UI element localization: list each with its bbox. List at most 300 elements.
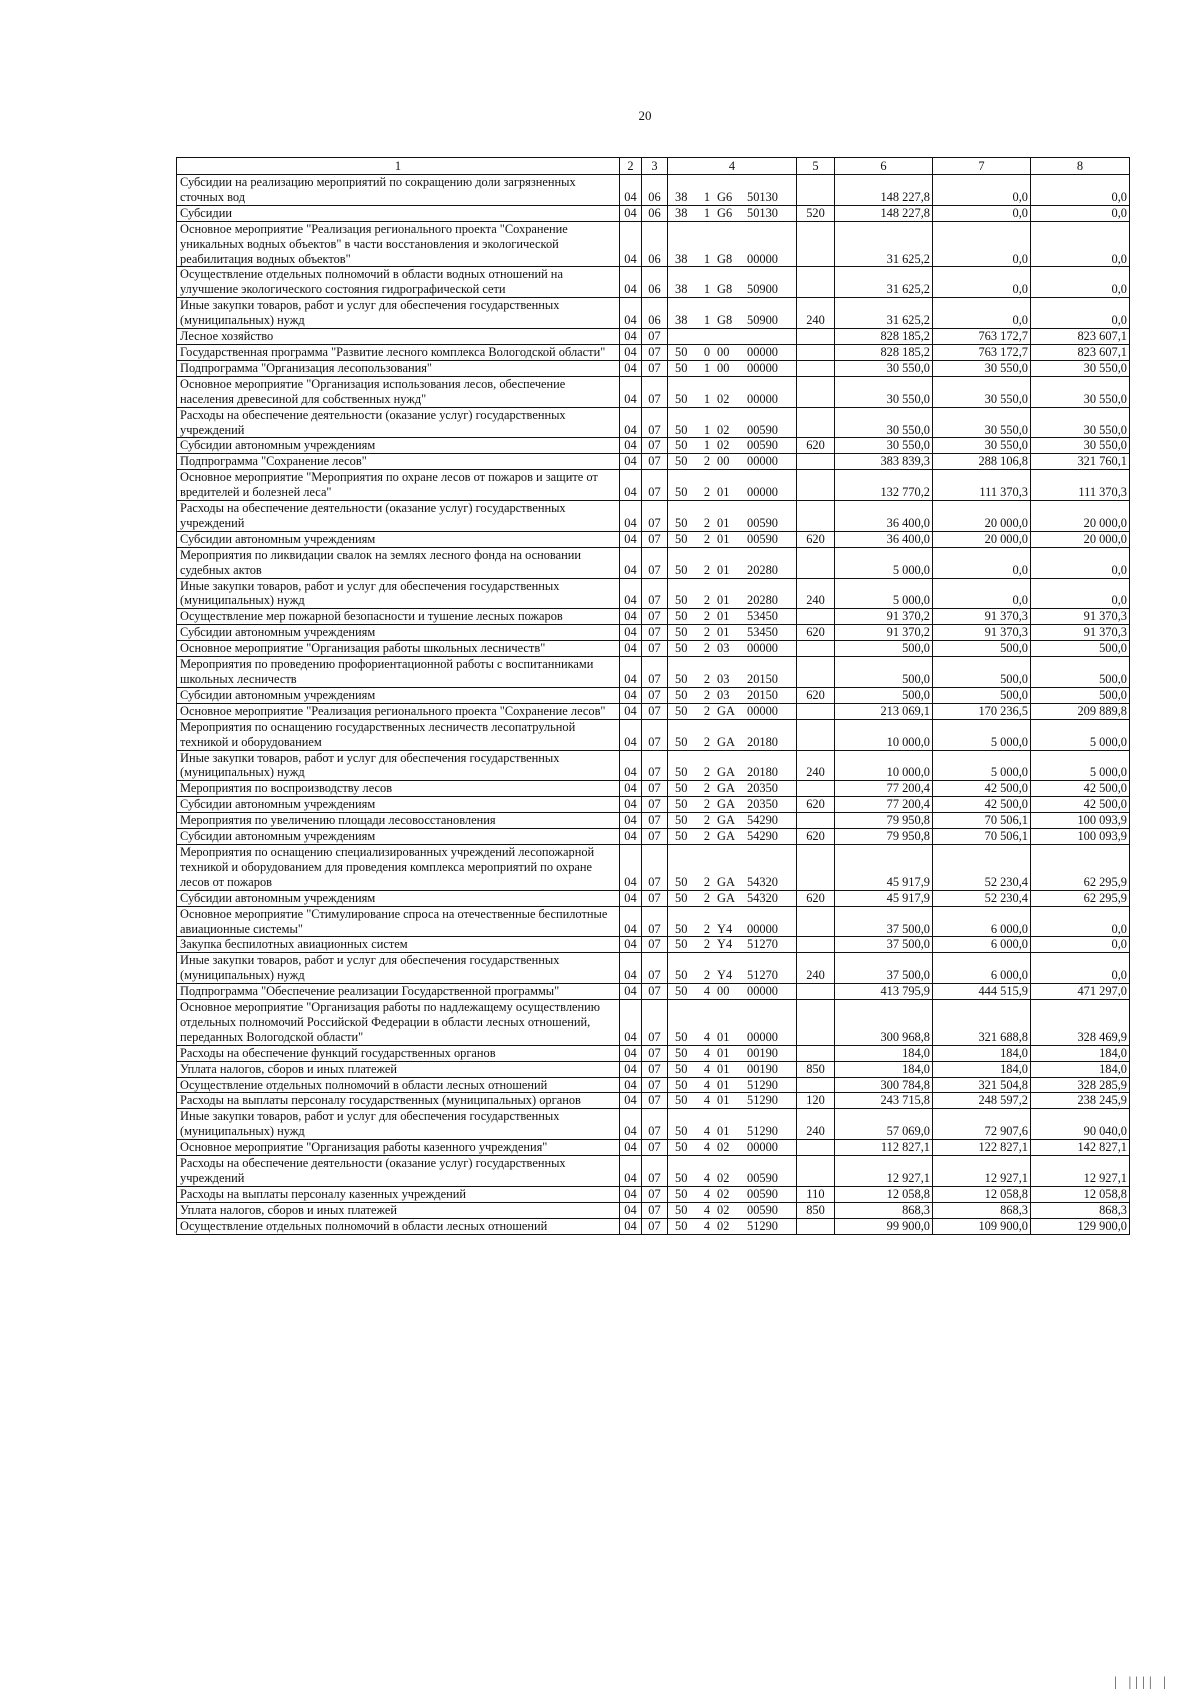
amount-col6-cell: 57 069,0 bbox=[835, 1109, 933, 1140]
activity-code: 01 bbox=[717, 609, 730, 624]
item-name-cell: Основное мероприятие "Стимулирование спроса на отечественные беспилотные авиационные системы" bbox=[177, 906, 620, 937]
amount-col6-cell: 30 550,0 bbox=[835, 360, 933, 376]
amount-col8-cell: 111 370,3 bbox=[1031, 470, 1130, 501]
subsection-code-cell: 07 bbox=[642, 906, 668, 937]
target-article-cell bbox=[668, 953, 797, 984]
section-code-cell: 04 bbox=[620, 1000, 642, 1046]
amount-col7-cell: 248 597,2 bbox=[933, 1093, 1031, 1109]
program-code: 50 bbox=[675, 734, 688, 749]
amount-col6-cell: 300 968,8 bbox=[835, 1000, 933, 1046]
target-article-cell bbox=[668, 1045, 797, 1061]
target-article-cell bbox=[668, 719, 797, 750]
table-row bbox=[177, 953, 1130, 984]
direction-code: 20350 bbox=[747, 797, 778, 812]
section-code-cell: 04 bbox=[620, 1077, 642, 1093]
program-code: 50 bbox=[675, 921, 688, 936]
target-article-cell bbox=[668, 221, 797, 267]
subprogram-code: 4 bbox=[703, 1077, 711, 1092]
table-row bbox=[177, 781, 1130, 797]
program-code: 50 bbox=[675, 829, 688, 844]
item-name-cell: Субсидии автономным учреждениям bbox=[177, 438, 620, 454]
program-code: 50 bbox=[675, 781, 688, 796]
amount-col7-cell: 763 172,7 bbox=[933, 329, 1031, 345]
amount-col7-cell: 500,0 bbox=[933, 687, 1031, 703]
amount-col8-cell: 100 093,9 bbox=[1031, 829, 1130, 845]
amount-col8-cell: 30 550,0 bbox=[1031, 438, 1130, 454]
target-article-cell bbox=[668, 890, 797, 906]
activity-code: 01 bbox=[717, 1029, 730, 1044]
subsection-code-cell: 07 bbox=[642, 953, 668, 984]
expense-type-cell: 620 bbox=[797, 625, 835, 641]
expense-type-cell bbox=[797, 470, 835, 501]
table-row bbox=[177, 1218, 1130, 1234]
amount-col7-cell: 30 550,0 bbox=[933, 360, 1031, 376]
section-code-cell: 04 bbox=[620, 175, 642, 206]
subprogram-code: 0 bbox=[703, 344, 711, 359]
amount-col8-cell: 5 000,0 bbox=[1031, 750, 1130, 781]
amount-col8-cell: 91 370,3 bbox=[1031, 625, 1130, 641]
section-code-cell: 04 bbox=[620, 890, 642, 906]
subsection-code-cell: 07 bbox=[642, 687, 668, 703]
target-article-cell bbox=[668, 829, 797, 845]
subsection-code-cell: 07 bbox=[642, 470, 668, 501]
subprogram-code: 4 bbox=[703, 1093, 711, 1108]
item-name-cell: Субсидии автономным учреждениям bbox=[177, 687, 620, 703]
amount-col8-cell: 823 607,1 bbox=[1031, 329, 1130, 345]
item-name-cell: Субсидии bbox=[177, 205, 620, 221]
expense-type-cell: 120 bbox=[797, 1093, 835, 1109]
section-code-cell: 04 bbox=[620, 937, 642, 953]
activity-code: 01 bbox=[717, 593, 730, 608]
expense-type-cell bbox=[797, 641, 835, 657]
expense-type-cell: 240 bbox=[797, 578, 835, 609]
subsection-code-cell: 07 bbox=[642, 344, 668, 360]
item-name-cell: Осуществление отдельных полномочий в области водных отношений на улучшение экологического состояния гидрографической сети bbox=[177, 267, 620, 298]
program-code: 50 bbox=[675, 984, 688, 999]
section-code-cell: 04 bbox=[620, 1202, 642, 1218]
subprogram-code: 4 bbox=[703, 1045, 711, 1060]
direction-code: 51290 bbox=[747, 1077, 778, 1092]
activity-code: GA bbox=[717, 734, 735, 749]
direction-code: 00590 bbox=[747, 515, 778, 530]
section-code-cell: 04 bbox=[620, 329, 642, 345]
item-name-cell: Иные закупки товаров, работ и услуг для обеспечения государственных (муниципальных) нужд bbox=[177, 298, 620, 329]
subsection-code-cell: 07 bbox=[642, 703, 668, 719]
header-row bbox=[177, 158, 1130, 175]
subprogram-code: 2 bbox=[703, 921, 711, 936]
direction-code: 51270 bbox=[747, 968, 778, 983]
amount-col8-cell: 90 040,0 bbox=[1031, 1109, 1130, 1140]
expense-type-cell bbox=[797, 657, 835, 688]
table-row bbox=[177, 641, 1130, 657]
expense-type-cell bbox=[797, 1140, 835, 1156]
expense-type-cell bbox=[797, 609, 835, 625]
amount-col7-cell: 52 230,4 bbox=[933, 890, 1031, 906]
section-code-cell: 04 bbox=[620, 844, 642, 890]
amount-col8-cell: 0,0 bbox=[1031, 578, 1130, 609]
amount-col8-cell: 0,0 bbox=[1031, 267, 1130, 298]
amount-col7-cell: 109 900,0 bbox=[933, 1218, 1031, 1234]
target-article-cell bbox=[668, 641, 797, 657]
table-row bbox=[177, 609, 1130, 625]
direction-code: 00000 bbox=[747, 454, 778, 469]
table-row bbox=[177, 813, 1130, 829]
amount-col6-cell: 31 625,2 bbox=[835, 298, 933, 329]
direction-code: 53450 bbox=[747, 609, 778, 624]
amount-col6-cell: 31 625,2 bbox=[835, 221, 933, 267]
section-code-cell: 04 bbox=[620, 641, 642, 657]
table-row bbox=[177, 376, 1130, 407]
expense-type-cell bbox=[797, 501, 835, 532]
amount-col7-cell: 42 500,0 bbox=[933, 797, 1031, 813]
subsection-code-cell: 07 bbox=[642, 578, 668, 609]
activity-code: 02 bbox=[717, 438, 730, 453]
amount-col6-cell: 12 058,8 bbox=[835, 1186, 933, 1202]
program-code: 50 bbox=[675, 593, 688, 608]
expense-type-cell bbox=[797, 1156, 835, 1187]
amount-col6-cell: 10 000,0 bbox=[835, 719, 933, 750]
target-article-cell bbox=[668, 844, 797, 890]
amount-col7-cell: 5 000,0 bbox=[933, 719, 1031, 750]
subprogram-code: 2 bbox=[703, 485, 711, 500]
header-cell: 7 bbox=[933, 158, 1031, 175]
direction-code: 00590 bbox=[747, 1202, 778, 1217]
amount-col7-cell: 72 907,6 bbox=[933, 1109, 1031, 1140]
program-code: 50 bbox=[675, 1077, 688, 1092]
amount-col6-cell: 91 370,2 bbox=[835, 609, 933, 625]
subsection-code-cell: 06 bbox=[642, 298, 668, 329]
table-row bbox=[177, 1093, 1130, 1109]
header-cell: 8 bbox=[1031, 158, 1130, 175]
target-article-cell bbox=[668, 531, 797, 547]
direction-code: 00000 bbox=[747, 1140, 778, 1155]
table-row bbox=[177, 625, 1130, 641]
section-code-cell: 04 bbox=[620, 1156, 642, 1187]
subsection-code-cell: 07 bbox=[642, 1202, 668, 1218]
amount-col7-cell: 5 000,0 bbox=[933, 750, 1031, 781]
subprogram-code: 1 bbox=[703, 313, 711, 328]
subsection-code-cell: 07 bbox=[642, 1186, 668, 1202]
program-code: 50 bbox=[675, 438, 688, 453]
activity-code: 01 bbox=[717, 1061, 730, 1076]
amount-col8-cell: 91 370,3 bbox=[1031, 609, 1130, 625]
amount-col7-cell: 20 000,0 bbox=[933, 501, 1031, 532]
subsection-code-cell: 07 bbox=[642, 454, 668, 470]
expense-type-cell: 620 bbox=[797, 438, 835, 454]
direction-code: 20150 bbox=[747, 672, 778, 686]
amount-col8-cell: 500,0 bbox=[1031, 657, 1130, 688]
amount-col7-cell: 0,0 bbox=[933, 175, 1031, 206]
table-row bbox=[177, 205, 1130, 221]
item-name-cell: Подпрограмма "Обеспечение реализации Государственной программы" bbox=[177, 984, 620, 1000]
item-name-cell: Основное мероприятие "Организация работы казенного учреждения" bbox=[177, 1140, 620, 1156]
activity-code: 03 bbox=[717, 687, 730, 702]
subsection-code-cell: 07 bbox=[642, 750, 668, 781]
amount-col7-cell: 170 236,5 bbox=[933, 703, 1031, 719]
section-code-cell: 04 bbox=[620, 719, 642, 750]
amount-col6-cell: 5 000,0 bbox=[835, 578, 933, 609]
subsection-code-cell: 07 bbox=[642, 625, 668, 641]
activity-code: GA bbox=[717, 890, 735, 905]
section-code-cell: 04 bbox=[620, 360, 642, 376]
amount-col7-cell: 0,0 bbox=[933, 267, 1031, 298]
expense-type-cell bbox=[797, 719, 835, 750]
item-name-cell: Лесное хозяйство bbox=[177, 329, 620, 345]
target-article-cell bbox=[668, 578, 797, 609]
target-article-cell bbox=[668, 407, 797, 438]
item-name-cell: Иные закупки товаров, работ и услуг для обеспечения государственных (муниципальных) нужд bbox=[177, 578, 620, 609]
amount-col6-cell: 31 625,2 bbox=[835, 267, 933, 298]
amount-col7-cell: 500,0 bbox=[933, 641, 1031, 657]
expense-type-cell bbox=[797, 454, 835, 470]
expense-type-cell bbox=[797, 407, 835, 438]
section-code-cell: 04 bbox=[620, 1186, 642, 1202]
direction-code: 50130 bbox=[747, 189, 778, 204]
subsection-code-cell: 07 bbox=[642, 376, 668, 407]
amount-col8-cell: 142 827,1 bbox=[1031, 1140, 1130, 1156]
amount-col8-cell: 20 000,0 bbox=[1031, 531, 1130, 547]
item-name-cell: Субсидии автономным учреждениям bbox=[177, 797, 620, 813]
expense-type-cell: 620 bbox=[797, 687, 835, 703]
table-row bbox=[177, 687, 1130, 703]
item-name-cell: Мероприятия по ликвидации свалок на землях лесного фонда на основании судебных актов bbox=[177, 547, 620, 578]
subprogram-code: 2 bbox=[703, 781, 711, 796]
amount-col8-cell: 42 500,0 bbox=[1031, 797, 1130, 813]
program-code: 50 bbox=[675, 703, 688, 718]
subprogram-code: 2 bbox=[703, 531, 711, 546]
table-row bbox=[177, 298, 1130, 329]
program-code: 38 bbox=[675, 251, 688, 266]
amount-col7-cell: 0,0 bbox=[933, 547, 1031, 578]
subprogram-code: 1 bbox=[703, 360, 711, 375]
program-code: 50 bbox=[675, 391, 688, 406]
amount-col6-cell: 5 000,0 bbox=[835, 547, 933, 578]
target-article-cell bbox=[668, 298, 797, 329]
amount-col7-cell: 70 506,1 bbox=[933, 829, 1031, 845]
direction-code: 00000 bbox=[747, 984, 778, 999]
scan-marks: | |||| | bbox=[1114, 1675, 1170, 1690]
direction-code: 50900 bbox=[747, 313, 778, 328]
table-row bbox=[177, 1061, 1130, 1077]
item-name-cell: Осуществление мер пожарной безопасности и тушение лесных пожаров bbox=[177, 609, 620, 625]
amount-col8-cell: 209 889,8 bbox=[1031, 703, 1130, 719]
amount-col8-cell: 62 295,9 bbox=[1031, 890, 1130, 906]
expense-type-cell bbox=[797, 781, 835, 797]
target-article-cell bbox=[668, 547, 797, 578]
section-code-cell: 04 bbox=[620, 221, 642, 267]
expense-type-cell bbox=[797, 360, 835, 376]
activity-code: Y4 bbox=[717, 968, 733, 983]
item-name-cell: Мероприятия по увеличению площади лесовосстановления bbox=[177, 813, 620, 829]
subsection-code-cell: 07 bbox=[642, 1093, 668, 1109]
subprogram-code: 2 bbox=[703, 625, 711, 640]
amount-col6-cell: 30 550,0 bbox=[835, 438, 933, 454]
amount-col8-cell: 100 093,9 bbox=[1031, 813, 1130, 829]
program-code: 38 bbox=[675, 189, 688, 204]
expense-type-cell bbox=[797, 1045, 835, 1061]
section-code-cell: 04 bbox=[620, 953, 642, 984]
expense-type-cell bbox=[797, 984, 835, 1000]
amount-col6-cell: 36 400,0 bbox=[835, 531, 933, 547]
target-article-cell bbox=[668, 657, 797, 688]
direction-code: 00590 bbox=[747, 1186, 778, 1201]
direction-code: 20280 bbox=[747, 562, 778, 577]
expense-type-cell: 240 bbox=[797, 298, 835, 329]
amount-col6-cell: 383 839,3 bbox=[835, 454, 933, 470]
item-name-cell: Расходы на выплаты персоналу казенных учреждений bbox=[177, 1186, 620, 1202]
amount-col6-cell: 91 370,2 bbox=[835, 625, 933, 641]
section-code-cell: 04 bbox=[620, 1061, 642, 1077]
activity-code: G8 bbox=[717, 282, 733, 297]
program-code: 50 bbox=[675, 515, 688, 530]
table-row bbox=[177, 703, 1130, 719]
amount-col8-cell: 20 000,0 bbox=[1031, 501, 1130, 532]
amount-col8-cell: 30 550,0 bbox=[1031, 407, 1130, 438]
item-name-cell: Подпрограмма "Сохранение лесов" bbox=[177, 454, 620, 470]
program-code: 50 bbox=[675, 485, 688, 500]
program-code: 50 bbox=[675, 1061, 688, 1076]
activity-code: 02 bbox=[717, 1171, 730, 1185]
activity-code: 01 bbox=[717, 1124, 730, 1139]
amount-col7-cell: 321 504,8 bbox=[933, 1077, 1031, 1093]
direction-code: 00190 bbox=[747, 1061, 778, 1076]
item-name-cell: Подпрограмма "Организация лесопользования" bbox=[177, 360, 620, 376]
target-article-cell bbox=[668, 376, 797, 407]
amount-col6-cell: 868,3 bbox=[835, 1202, 933, 1218]
amount-col7-cell: 122 827,1 bbox=[933, 1140, 1031, 1156]
direction-code: 20280 bbox=[747, 593, 778, 608]
subprogram-code: 2 bbox=[703, 937, 711, 952]
target-article-cell bbox=[668, 175, 797, 206]
amount-col8-cell: 471 297,0 bbox=[1031, 984, 1130, 1000]
program-code: 38 bbox=[675, 313, 688, 328]
program-code: 50 bbox=[675, 1186, 688, 1201]
item-name-cell: Мероприятия по оснащению специализированных учреждений лесопожарной техникой и оборудованием для проведения комплекса мероприятий по охране лесов от пожаров bbox=[177, 844, 620, 890]
header-cell: 3 bbox=[642, 158, 668, 175]
amount-col6-cell: 112 827,1 bbox=[835, 1140, 933, 1156]
amount-col7-cell: 0,0 bbox=[933, 221, 1031, 267]
item-name-cell: Мероприятия по проведению профориентационной работы с воспитанниками школьных лесничеств bbox=[177, 657, 620, 688]
item-name-cell: Субсидии на реализацию мероприятий по сокращению доли загрязненных сточных вод bbox=[177, 175, 620, 206]
expense-type-cell bbox=[797, 813, 835, 829]
item-name-cell: Расходы на обеспечение функций государственных органов bbox=[177, 1045, 620, 1061]
activity-code: 02 bbox=[717, 1186, 730, 1201]
item-name-cell: Закупка беспилотных авиационных систем bbox=[177, 937, 620, 953]
amount-col7-cell: 12 058,8 bbox=[933, 1186, 1031, 1202]
section-code-cell: 04 bbox=[620, 454, 642, 470]
subsection-code-cell: 07 bbox=[642, 1000, 668, 1046]
program-code: 50 bbox=[675, 1140, 688, 1155]
item-name-cell: Субсидии автономным учреждениям bbox=[177, 625, 620, 641]
program-code: 50 bbox=[675, 1124, 688, 1139]
direction-code: 20350 bbox=[747, 781, 778, 796]
amount-col8-cell: 321 760,1 bbox=[1031, 454, 1130, 470]
section-code-cell: 04 bbox=[620, 344, 642, 360]
activity-code: G6 bbox=[717, 205, 733, 220]
table-row bbox=[177, 1077, 1130, 1093]
activity-code: 03 bbox=[717, 641, 730, 656]
activity-code: 02 bbox=[717, 391, 730, 406]
amount-col7-cell: 30 550,0 bbox=[933, 407, 1031, 438]
item-name-cell: Уплата налогов, сборов и иных платежей bbox=[177, 1202, 620, 1218]
section-code-cell: 04 bbox=[620, 470, 642, 501]
direction-code: 00000 bbox=[747, 391, 778, 406]
program-code: 50 bbox=[675, 813, 688, 828]
target-article-cell bbox=[668, 1077, 797, 1093]
table-row bbox=[177, 547, 1130, 578]
program-code: 50 bbox=[675, 968, 688, 983]
section-code-cell: 04 bbox=[620, 906, 642, 937]
table-row bbox=[177, 454, 1130, 470]
activity-code: 01 bbox=[717, 485, 730, 500]
amount-col6-cell: 300 784,8 bbox=[835, 1077, 933, 1093]
item-name-cell: Основное мероприятие "Мероприятия по охране лесов от пожаров и защите от вредителей и болезней леса" bbox=[177, 470, 620, 501]
header-cell: 5 bbox=[797, 158, 835, 175]
program-code: 50 bbox=[675, 1171, 688, 1185]
table-row bbox=[177, 984, 1130, 1000]
table-row bbox=[177, 344, 1130, 360]
program-code: 50 bbox=[675, 1045, 688, 1060]
target-article-cell bbox=[668, 1109, 797, 1140]
direction-code: 51290 bbox=[747, 1218, 778, 1233]
expense-type-cell bbox=[797, 267, 835, 298]
item-name-cell: Государственная программа "Развитие лесного комплекса Вологодской области" bbox=[177, 344, 620, 360]
table-row bbox=[177, 221, 1130, 267]
item-name-cell: Мероприятия по воспроизводству лесов bbox=[177, 781, 620, 797]
program-code: 50 bbox=[675, 562, 688, 577]
target-article-cell bbox=[668, 1000, 797, 1046]
amount-col6-cell: 184,0 bbox=[835, 1061, 933, 1077]
subsection-code-cell: 07 bbox=[642, 1045, 668, 1061]
section-code-cell: 04 bbox=[620, 547, 642, 578]
expense-type-cell: 240 bbox=[797, 1109, 835, 1140]
subprogram-code: 2 bbox=[703, 734, 711, 749]
target-article-cell bbox=[668, 813, 797, 829]
direction-code: 00000 bbox=[747, 641, 778, 656]
header-cell: 2 bbox=[620, 158, 642, 175]
table-row bbox=[177, 407, 1130, 438]
table-row bbox=[177, 531, 1130, 547]
subsection-code-cell: 07 bbox=[642, 329, 668, 345]
amount-col6-cell: 99 900,0 bbox=[835, 1218, 933, 1234]
amount-col6-cell: 213 069,1 bbox=[835, 703, 933, 719]
amount-col8-cell: 0,0 bbox=[1031, 221, 1130, 267]
activity-code: G6 bbox=[717, 189, 733, 204]
subsection-code-cell: 07 bbox=[642, 813, 668, 829]
subsection-code-cell: 07 bbox=[642, 1077, 668, 1093]
expense-type-cell bbox=[797, 937, 835, 953]
section-code-cell: 04 bbox=[620, 984, 642, 1000]
amount-col6-cell: 37 500,0 bbox=[835, 953, 933, 984]
expense-type-cell bbox=[797, 703, 835, 719]
program-code: 50 bbox=[675, 890, 688, 905]
subprogram-code: 4 bbox=[703, 1202, 711, 1217]
target-article-cell bbox=[668, 1218, 797, 1234]
section-code-cell: 04 bbox=[620, 205, 642, 221]
program-code: 50 bbox=[675, 765, 688, 780]
target-article-cell bbox=[668, 454, 797, 470]
target-article-cell bbox=[668, 703, 797, 719]
amount-col6-cell: 45 917,9 bbox=[835, 844, 933, 890]
target-article-cell bbox=[668, 609, 797, 625]
section-code-cell: 04 bbox=[620, 829, 642, 845]
expense-type-cell bbox=[797, 376, 835, 407]
item-name-cell: Мероприятия по оснащению государственных лесничеств лесопатрульной техникой и оборудованием bbox=[177, 719, 620, 750]
item-name-cell: Субсидии автономным учреждениям bbox=[177, 531, 620, 547]
subprogram-code: 1 bbox=[703, 438, 711, 453]
table-body bbox=[177, 175, 1130, 1235]
item-name-cell: Основное мероприятие "Реализация регионального проекта "Сохранение лесов" bbox=[177, 703, 620, 719]
